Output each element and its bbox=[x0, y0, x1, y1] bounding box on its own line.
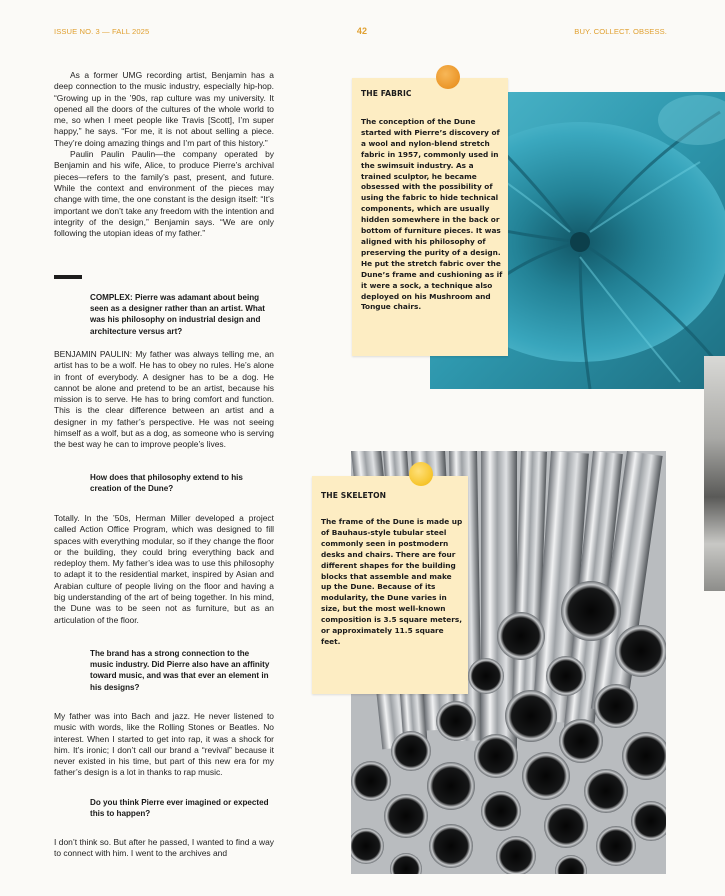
fabric-note-title: THE FABRIC bbox=[361, 89, 412, 98]
intro-paragraph-1: As a former UMG recording artist, Benjamin has a deep connection to the music industry, especially hip-hop. “Growing up in the ’90s, rap culture was my university. It opened all the doors of the cultures of the whole world to me, so when I meet people like Travis [Scott], I’m super happy,” he says. “For me, it is not about selling a piece. They’re doing amazing things and I’m part of this history.” bbox=[54, 70, 274, 148]
answer-2: Totally. In the ’50s, Herman Miller developed a project called Action Office Program, which was designed to fill spaces with everything modular, so if they change the floor or the building, they could bring everything back and redeploy them. My father’s idea was to use this philosophy to adapt it to the residential market, inspired by Asian and Arabian culture of people living on the floor and having a big understanding of the art of being together. In his mind, the Dune was to be seen not as furniture, but as an articulation of the floor. bbox=[54, 513, 274, 625]
tagline: BUY. COLLECT. OBSESS. bbox=[574, 27, 667, 36]
skeleton-note-card bbox=[312, 476, 468, 694]
answer-4: I don’t think so. But after he passed, I wanted to find a way to connect with him. I went to the archives and bbox=[54, 837, 274, 859]
answer-2-block bbox=[54, 513, 274, 626]
yellow-pin-icon bbox=[409, 462, 433, 486]
section-divider bbox=[54, 275, 82, 279]
answer-1-block bbox=[54, 349, 274, 451]
issue-label: ISSUE NO. 3 — FALL 2025 bbox=[54, 27, 150, 36]
archival-photo bbox=[704, 356, 725, 591]
answer-3: My father was into Bach and jazz. He never listened to music with words, like the Rolling Stones or Beatles. No interest. When I started to get into rap, it was a shock for him. It’s ironic; I don’t call our brand a “revival” because it never existed in his time, but part of this new era for my father’s design is a lot in thanks to rap music. bbox=[54, 711, 274, 778]
question-1: COMPLEX: Pierre was adamant about being seen as a designer rather than an artist. What was his philosophy on industrial design and architecture versus art? bbox=[90, 293, 265, 336]
skeleton-note-title: THE SKELETON bbox=[321, 491, 387, 500]
skeleton-note-body: The frame of the Dune is made up of Bauhaus-style tubular steel commonly seen in postmodern desks and chairs. There are four different shapes for the building blocks that assemble and make up the Dune. Because of its modularity, the Dune varies in size, but the most well-known composition is 3.5 square meters, or approximately 11.5 square feet. bbox=[321, 517, 463, 646]
intro-text bbox=[54, 70, 274, 239]
orange-pin-icon bbox=[436, 65, 460, 89]
intro-paragraph-2: Paulin Paulin Paulin—the company operated by Benjamin and his wife, Alice, to produce Pierre’s archival pieces—refers to the family’s past, present, and future. While the context and environment of the pieces may change with time, the one constant is the design itself: “It’s important we don’t take any freedom with the intention and integrity of the design,” Benjamin says. “We are only following the utopian ideas of my father.” bbox=[54, 149, 274, 239]
answer-1: BENJAMIN PAULIN: My father was always telling me, an artist has to be a wolf. He has to obey no rules. He’s alone in front of everybody. A designer has to be a dog. He cannot be alone and pretend to be an artist, because his mission is to serve. He has to bring comfort and function. This is the clear difference between an artist and a designer in my father’s perspective. He was not seeing himself as a wolf, but as a dog, as someone who is serving the best way he can to improve people’s lives. bbox=[54, 349, 274, 450]
question-4: Do you think Pierre ever imagined or expected this to happen? bbox=[90, 798, 269, 819]
question-2: How does that philosophy extend to his creation of the Dune? bbox=[90, 473, 243, 494]
page-header bbox=[0, 27, 725, 41]
fabric-note-body: The conception of the Dune started with Pierre’s discovery of a wool and nylon-blend stretch fabric in 1957, commonly used in the swimsuit industry. As a trained sculptor, he became obsessed with the possibility of using the fabric to hide technical components, which are usually hidden somewhere in the back or bottom of furniture pieces. It was aligned with his philosophy of preserving the purity of a design. He put the stretch fabric over the Dune’s frame and cushioning as if it were a sock, a technique also deployed on his Mushroom and Tongue chairs. bbox=[361, 117, 503, 312]
page-number: 42 bbox=[356, 26, 368, 36]
fabric-note-card bbox=[352, 78, 508, 356]
question-3: The brand has a strong connection to the music industry. Did Pierre also have an affinity toward music, and was that ever an element in his designs? bbox=[90, 649, 270, 692]
answer-4-block bbox=[54, 837, 274, 860]
answer-3-block bbox=[54, 711, 274, 779]
